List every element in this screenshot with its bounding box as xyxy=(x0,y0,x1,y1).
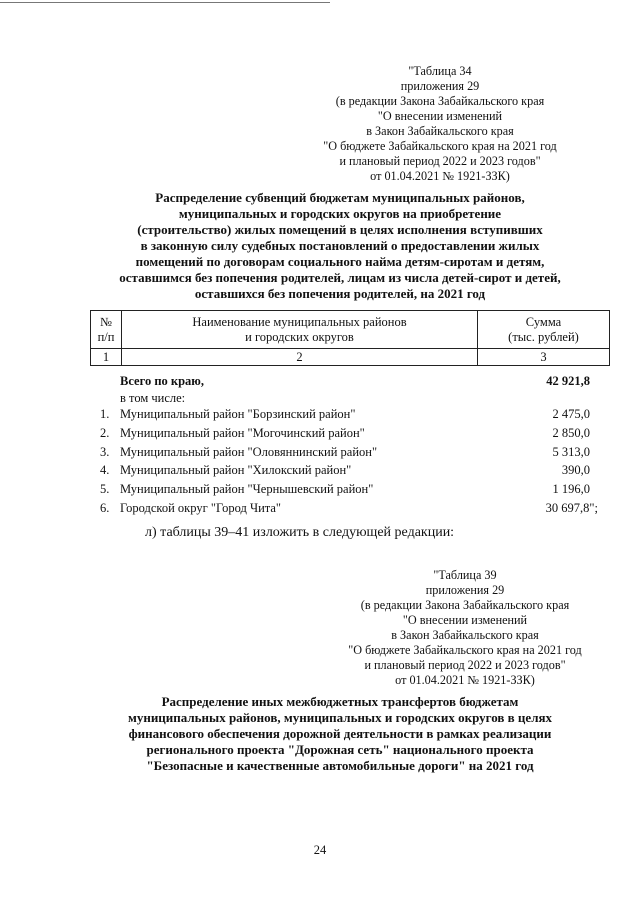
index-cell: 2 xyxy=(122,349,478,366)
title-line: "Безопасные и качественные автомобильные дороги" на 2021 год xyxy=(146,758,534,773)
row-name: Муниципальный район "Борзинский район" xyxy=(120,407,356,421)
row-name: Муниципальный район "Хилокский район" xyxy=(120,463,352,477)
row-name: Городской округ "Город Чита" xyxy=(120,501,282,515)
table39-title xyxy=(70,694,610,774)
row-name: Муниципальный район "Оловяннинский район" xyxy=(120,445,378,459)
row-value: 30 697,8"; xyxy=(545,501,598,515)
row-value: 1 196,0 xyxy=(552,482,590,496)
row-num: 2. xyxy=(100,426,110,440)
row-num: 5. xyxy=(100,482,110,496)
col-name-header-line: Наименование муниципальных районов xyxy=(192,314,407,329)
amendment-paragraph: л) таблицы 39–41 изложить в следующей редакции: xyxy=(145,525,455,540)
title-line: в законную силу судебных постановлений о предоставлении жилых xyxy=(140,238,540,253)
header-line: "О внесении изменений xyxy=(377,109,503,123)
table39-header xyxy=(330,568,600,688)
sub-label: в том числе: xyxy=(120,391,186,405)
page-number: 24 xyxy=(313,843,327,857)
title-line: регионального проекта "Дорожная сеть" национального проекта xyxy=(146,742,534,757)
scan-edge-line xyxy=(0,2,330,3)
title-line: Распределение субвенций бюджетам муниципальных районов, xyxy=(155,190,525,205)
header-line: "Таблица 39 xyxy=(433,568,497,582)
header-line: "О внесении изменений xyxy=(402,613,528,627)
row-value: 390,0 xyxy=(561,463,590,477)
col-sum-header-line: Сумма xyxy=(525,314,562,329)
row-value: 2 850,0 xyxy=(552,426,590,440)
col-sum-header xyxy=(478,311,610,349)
row-value: 5 313,0 xyxy=(552,445,590,459)
title-line: оставшихся без попечения родителей, на 2021 год xyxy=(194,286,486,301)
header-line: "Таблица 34 xyxy=(408,64,472,78)
row-value: 2 475,0 xyxy=(552,407,590,421)
title-line: муниципальных районов, муниципальных и городских округов в целях xyxy=(127,710,553,725)
col-name-header xyxy=(122,311,478,349)
header-line: от 01.04.2021 № 1921-ЗЗК) xyxy=(395,673,535,687)
table34-grid xyxy=(90,310,610,366)
row-num: 4. xyxy=(100,463,110,477)
header-line: "О бюджете Забайкальского края на 2021 год xyxy=(323,139,557,153)
table34-header xyxy=(305,64,575,184)
row-name: Муниципальный район "Чернышевский район" xyxy=(120,482,374,496)
index-cell: 1 xyxy=(91,349,122,366)
col-num-header-line: п/п xyxy=(97,329,115,344)
row-num: 6. xyxy=(100,501,110,515)
total-value: 42 921,8 xyxy=(546,374,590,388)
header-line: от 01.04.2021 № 1921-ЗЗК) xyxy=(370,169,510,183)
col-sum-header-line: (тыс. рублей) xyxy=(508,329,579,344)
col-num-header xyxy=(91,311,122,349)
title-line: Распределение иных межбюджетных трансфертов бюджетам xyxy=(161,694,519,709)
col-num-header-line: № xyxy=(100,314,112,329)
title-line: оставшимся без попечения родителей, лицам из числа детей-сирот и детей, xyxy=(119,270,561,285)
header-line: (в редакции Закона Забайкальского края xyxy=(360,598,570,612)
title-line: помещений по договорам социального найма детям-сиротам и детям, xyxy=(135,254,545,269)
header-line: в Закон Забайкальского края xyxy=(366,124,514,138)
header-line: приложения 29 xyxy=(425,583,505,597)
row-num: 3. xyxy=(100,445,110,459)
table34-title xyxy=(60,190,620,302)
row-num: 1. xyxy=(100,407,110,421)
header-line: и плановый период 2022 и 2023 годов" xyxy=(364,658,566,672)
header-line: и плановый период 2022 и 2023 годов" xyxy=(339,154,541,168)
title-line: муниципальных и городских округов на приобретение xyxy=(178,206,502,221)
row-name: Муниципальный район "Могочинский район" xyxy=(120,426,365,440)
col-name-header-line: и городских округов xyxy=(245,329,354,344)
header-line: в Закон Забайкальского края xyxy=(391,628,539,642)
index-cell: 3 xyxy=(478,349,610,366)
header-line: "О бюджете Забайкальского края на 2021 год xyxy=(348,643,582,657)
header-line: (в редакции Закона Забайкальского края xyxy=(335,94,545,108)
title-line: финансового обеспечения дорожной деятельности в рамках реализации xyxy=(128,726,552,741)
title-line: (строительство) жилых помещений в целях исполнения вступивших xyxy=(137,222,543,237)
header-line: приложения 29 xyxy=(400,79,480,93)
total-label: Всего по краю, xyxy=(120,374,204,388)
